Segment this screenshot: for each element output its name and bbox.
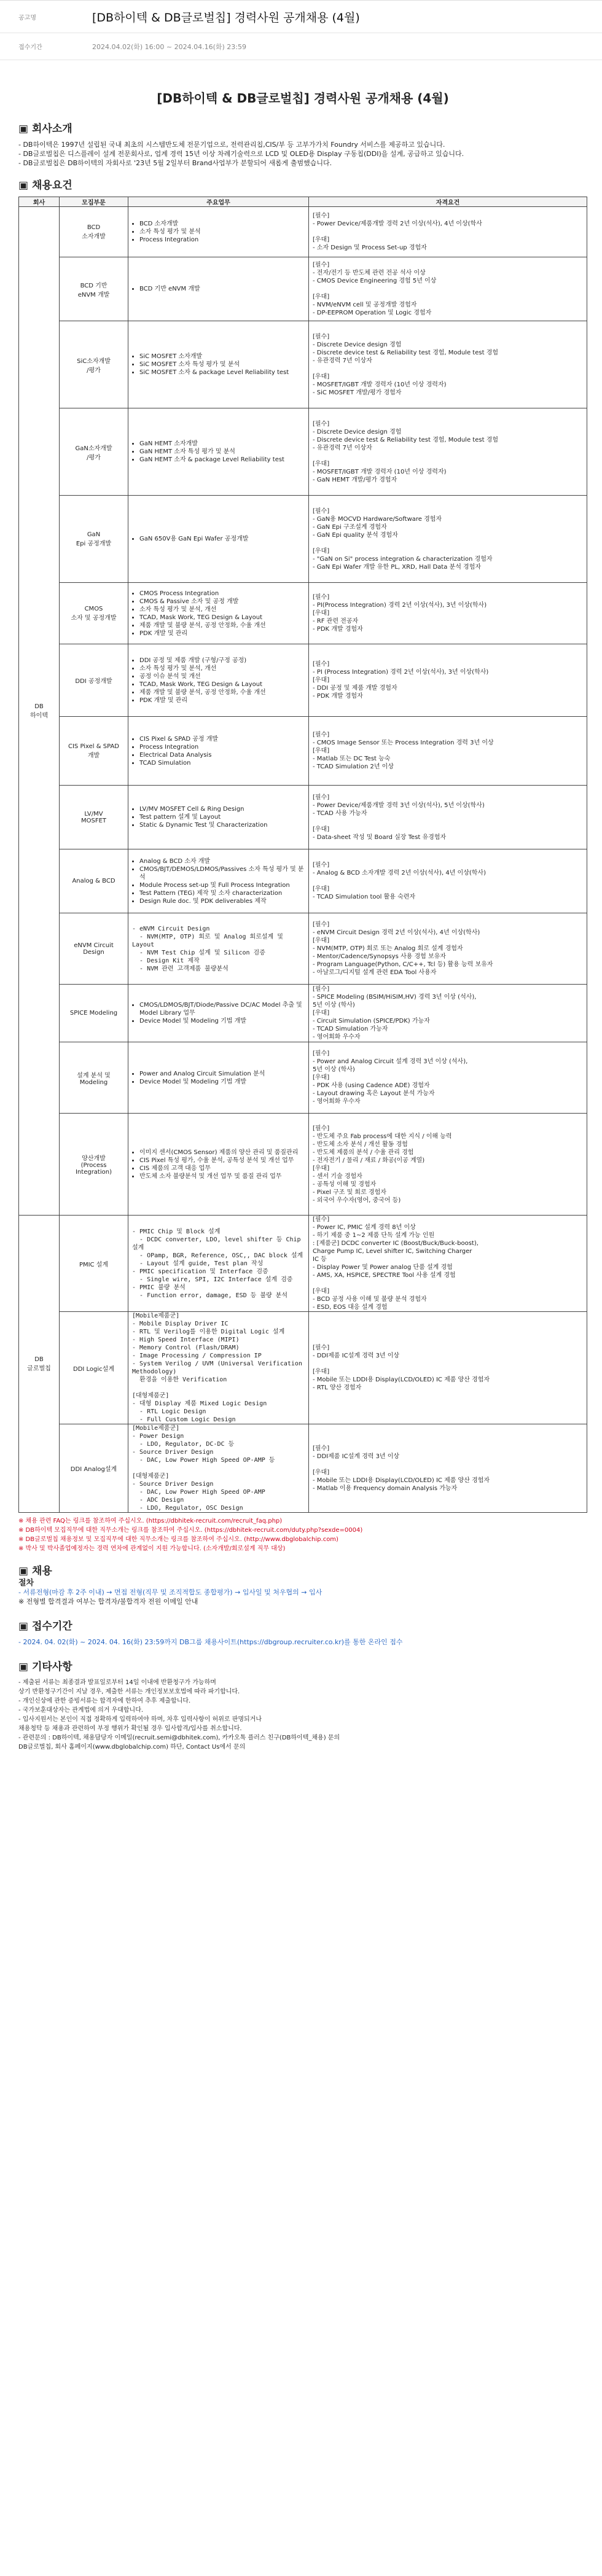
company-cell: DB 하이텍 [19, 207, 60, 1216]
requirement-line: [필수] [313, 333, 330, 340]
requirement-line: - TCAD Simulation 2년 이상 [313, 763, 394, 770]
requirement-line: - PI(Process Integration) 경력 2년 이상(석사), 3년 이상(학사) [313, 602, 487, 609]
requirement-line: - Program Language(Python, C/C++, Tcl 등) 활용 능력 보유자 [313, 961, 493, 968]
requirements-cell [309, 408, 587, 496]
table-row [19, 1216, 587, 1312]
requirement-line: [필수] [313, 862, 330, 868]
duties-list [132, 440, 305, 464]
duty-item: • GaN 650V용 GaN Epi Wafer 공정개발 [139, 535, 305, 543]
misc-line: - 개인신상에 관한 증빙서류는 합격자에 한하여 추후 제출합니다. [18, 1698, 191, 1704]
dept-cell: eNVM Circuit Design [60, 913, 128, 985]
requirements-cell [309, 583, 587, 644]
process-section [18, 1579, 587, 1606]
table-row [19, 1114, 587, 1216]
requirements-cell [309, 1114, 587, 1216]
duty-item: • Device Model 및 Modeling 기법 개발 [139, 1017, 305, 1025]
table-row [19, 985, 587, 1042]
notes [18, 1516, 587, 1553]
misc-line: - 제출된 서류는 최종결과 발표일로부터 14일 이내에 반환청구가 가능하며 [18, 1679, 216, 1686]
dept-cell: DDI Logic설계 [60, 1312, 128, 1424]
requirement-line [313, 365, 583, 373]
requirements-cell [309, 644, 587, 717]
requirement-line: - Circuit Simulation (SPICE/PDK) 가능자 [313, 1018, 430, 1025]
duty-item: • 소자 특성 평가 및 분석, 개선 [139, 665, 305, 673]
duties-list [132, 1070, 305, 1086]
requirement-line: - Mobile 또는 LDDI용 Display(LCD/OLED) IC 제품 양산 경험자 [313, 1376, 490, 1383]
requirement-line: - MOSFET/IGBT 개발 경력자 (10년 이상 경력자) [313, 381, 447, 388]
duty-item: • 공정 이슈 분석 및 개선 [139, 673, 305, 681]
requirement-line: - DDI제품 IC설계 경력 3년 이상 [313, 1352, 400, 1359]
company-cell: DB 글로벌칩 [19, 1216, 60, 1513]
duties-list [132, 590, 305, 638]
duties-cell [128, 786, 309, 849]
requirement-line: - 영어회화 우수자 [313, 1098, 361, 1105]
duty-item: • CMOS/BJT/DEMOS/LDMOS/Passives 소자 특성 평가 및 분석 [139, 865, 305, 881]
requirement-line: IC 등 [313, 1256, 327, 1263]
posting-body [0, 88, 602, 1752]
duties-cell [128, 985, 309, 1042]
title-row [0, 0, 602, 33]
duties-cell [128, 1114, 309, 1216]
duties-cell [128, 257, 309, 321]
requirement-line: [우대] [313, 747, 330, 754]
requirement-line: - 아날로그/디지털 설계 관련 EDA Tool 사용자 [313, 969, 437, 976]
requirement-line: [필수] [313, 1345, 330, 1351]
requirement-line: - 반도체 주요 Fab process에 대한 지식 / 이해 능력 [313, 1133, 452, 1140]
duties-cell [128, 321, 309, 408]
requirement-line: - Matlab 이용 Frequency domain Analysis 가능자 [313, 1485, 458, 1492]
requirement-line: - 공특성 이해 및 경험자 [313, 1181, 377, 1188]
requirement-line: - AMS, XA, HSPICE, SPECTRE Tool 사용 설계 경험 [313, 1272, 456, 1279]
intro-heading: ▣ 회사소개 [18, 123, 72, 135]
duty-item: • Process Integration [139, 743, 305, 751]
requirements-cell [309, 786, 587, 849]
dept-cell: SiC소자개발 /평가 [60, 321, 128, 408]
dept-cell: DDI Analog설계 [60, 1424, 128, 1513]
col-dept: 모집부문 [60, 197, 128, 207]
duties-cell [128, 644, 309, 717]
duties-list [132, 735, 305, 767]
requirements-table [18, 197, 587, 1513]
requirement-line: - 하기 제품 중 1~2 제품 단독 설계 가능 인원 [313, 1232, 435, 1239]
requirement-line: [필수] [313, 661, 330, 668]
requirement-line: - 영어회화 우수자 [313, 1034, 361, 1040]
dept-cell: PMIC 설계 [60, 1216, 128, 1312]
requirement-line: [필수] [313, 213, 330, 219]
requirement-line: [필수] [313, 262, 330, 268]
requirement-line: - SPICE Modeling (BSIM/HiSIM,HV) 경력 3년 이상 (석사), [313, 994, 477, 1001]
requirement-line: - 전자전기 / 물리 / 재료 / 화공(이공 계열) [313, 1157, 425, 1164]
requirements-cell [309, 257, 587, 321]
duty-item: • 소자 특성 평가 및 분석 [139, 228, 305, 236]
process-note: ※ 전형별 합격결과 여부는 합격자/불합격자 전원 이메일 안내 [18, 1598, 198, 1606]
duty-item: • Module Process set-up 및 Full Process Integration [139, 881, 305, 889]
requirements-cell [309, 1042, 587, 1114]
requirement-line [313, 877, 583, 885]
requirement-line: - GaN Epi quality 분석 경험자 [313, 531, 398, 539]
requirement-line: [필수] [313, 594, 330, 601]
dept-cell: Analog & BCD [60, 849, 128, 913]
misc-line: 상기 반환청구기간이 지날 경우, 제출한 서류는 개인정보보호법에 따라 파기합니다. [18, 1688, 240, 1695]
requirement-line: [필수] [313, 732, 330, 738]
requirement-line: - NVM(MTP, OTP) 회로 또는 Analog 회로 설계 경험자 [313, 945, 463, 952]
requirement-line: [우대] [313, 677, 330, 684]
duty-item: • DDI 공정 및 제품 개발 (구형/구정 공정) [139, 657, 305, 665]
requirement-line: [필수] [313, 1125, 330, 1132]
misc-line: DB글로벌칩, 회사 홈페이지(www.dbglobalchip.com) 하단, Contact Us에서 문의 [18, 1744, 246, 1751]
duties-list [132, 657, 305, 704]
requirement-line: [필수] [313, 420, 330, 427]
duties-list [132, 1001, 305, 1025]
period-row [0, 33, 602, 60]
dept-cell: CMOS 소자 및 공정개발 [60, 583, 128, 644]
requirement-line: [필수] [313, 1050, 330, 1057]
requirement-line: Charge Pump IC, Level shifter IC, Switching Charger [313, 1248, 472, 1255]
requirement-line: - Data-sheet 작성 및 Board 실장 Test 유경험자 [313, 833, 447, 841]
misc-section [18, 1678, 587, 1752]
note-line: ※ DB하이텍 모집직무에 대한 직무소개는 링크를 참조하여 주십시오. (https://dbhitek-recruit.com/duty.php?sexde=0004) [18, 1527, 363, 1534]
duty-item: • TCAD, Mask Work, TEG Design & Layout [139, 681, 305, 689]
requirement-line: - DP-EEPROM Operation 및 Logic 경험자 [313, 310, 432, 316]
duty-item: • SiC MOSFET 소자 & package Level Reliability test [139, 369, 305, 377]
requirements-cell [309, 1216, 587, 1312]
duty-item: • Analog & BCD 소자 개발 [139, 857, 305, 865]
requirement-line: - 센서 기술 경험자 [313, 1173, 362, 1180]
misc-heading: ▣ 기타사항 [18, 1661, 72, 1673]
col-requirements: 자격요건 [309, 197, 587, 207]
dept-cell: GaN Epi 공정개발 [60, 496, 128, 583]
requirement-line: - Mobile 또는 LDDI용 Display(LCD/OLED) IC 제품 양산 경험자 [313, 1477, 490, 1484]
duties-cell [128, 717, 309, 786]
requirement-line: - PI (Process Integration) 경력 2년 이상(석사), 3년 이상(학사) [313, 669, 489, 676]
table-row [19, 1424, 587, 1513]
requirement-line: [우대] [313, 886, 330, 892]
table-row [19, 583, 587, 644]
table-row [19, 207, 587, 257]
table-row [19, 786, 587, 849]
duty-item: • CIS Pixel 특성 평가, 수율 분석, 공특성 분석 및 개선 업무 [139, 1157, 305, 1165]
table-row [19, 1042, 587, 1114]
table-row [19, 321, 587, 408]
intro-line: - DB하이텍은 1997년 설립된 국내 최초의 시스템반도체 전문기업으로, 전력관리칩,CIS/부 등 고부가가치 Foundry 서비스를 제공하고 있습니다. [18, 141, 445, 149]
duty-item: • SiC MOSFET 소자 특성 평가 및 분석 [139, 361, 305, 369]
requirement-line: - 반도체 제품의 분석 / 수율 관리 경험 [313, 1149, 414, 1156]
duty-item: • BCD 소자개발 [139, 220, 305, 228]
duties-cell [128, 849, 309, 913]
requirement-line: - Power and Analog Circuit 설계 경력 3년 이상 (석사), [313, 1058, 468, 1065]
requirement-line: - 소자 Design 및 Process Set-up 경험자 [313, 244, 427, 251]
requirement-line: [우대] [313, 373, 330, 380]
process-subheading: 절차 [18, 1579, 34, 1588]
duty-item: • CIS 제품의 고객 대응 업무 [139, 1165, 305, 1173]
duties-cell [128, 1042, 309, 1114]
requirements-cell [309, 985, 587, 1042]
duty-item: • 제품 개발 및 불량 분석, 공정 안정화, 수율 개선 [139, 622, 305, 630]
process-heading: ▣ 채용 [18, 1565, 52, 1577]
duties-list [132, 353, 305, 377]
requirement-line: [우대] [313, 236, 330, 243]
table-row [19, 913, 587, 985]
requirements-cell [309, 1424, 587, 1513]
requirement-line: - Power Device/제품개발 경력 2년 이상(석사), 4년 이상(학사 [313, 221, 482, 227]
note-line: ※ 박사 및 박사졸업예정자는 경력 연차에 관계없이 지원 가능합니다. (소자개발/회로설계 직무 대상) [18, 1545, 286, 1552]
requirement-line: - ESD, EOS 대응 설계 경험 [313, 1304, 388, 1311]
duty-item: • Electrical Data Analysis [139, 751, 305, 759]
duties-cell [128, 583, 309, 644]
requirement-line: - eNVM Circuit Design 경력 2년 이상(석사), 4년 이상(학사) [313, 929, 480, 936]
requirement-line: : [제품군] DCDC converter IC (Boost/Buck/Buck-boost), [313, 1240, 479, 1247]
duties-list [132, 805, 305, 829]
dept-cell: GaN소자개발 /평가 [60, 408, 128, 496]
requirement-line: - TCAD Simulation tool 활용 숙련자 [313, 894, 416, 900]
duties-cell [128, 496, 309, 583]
note-line: ※ 채용 관련 FAQ는 링크를 참조하여 주십시오. (https://dbhitek-recruit.com/recruit_faq.php) [18, 1518, 283, 1524]
requirement-line: [필수] [313, 1216, 330, 1223]
requirement-line [313, 452, 583, 460]
requirement-line: - 유관경력 7년 이상자 [313, 357, 372, 364]
duty-item: • Test pattern 설계 및 Layout [139, 813, 305, 821]
misc-line: - 관련문의 : DB하이텍, 채용담당자 이메일(recruit.semi@dbhitek.com), 카카오톡 플러스 친구(DB하이텍_채용) 문의 [18, 1735, 340, 1741]
duties-cell [128, 1424, 309, 1513]
requirement-line [313, 818, 583, 825]
requirement-line: [우대] [313, 937, 330, 944]
dept-cell: DDI 공정개발 [60, 644, 128, 717]
requirement-line: - GaN용 MOCVD Hardware/Software 경험자 [313, 515, 442, 523]
requirement-line: - Discrete Device design 경험 [313, 341, 402, 348]
requirement-line [313, 1279, 583, 1287]
requirement-line: - Mentor/Cadence/Synopsys 사용 경험 보유자 [313, 953, 446, 960]
requirement-line: [우대] [313, 610, 330, 617]
requirement-line [313, 1360, 583, 1368]
duty-item: • BCD 기반 eNVM 개발 [139, 285, 305, 293]
requirement-line: - "GaN on Si" process integration & characterization 경험자 [313, 555, 493, 563]
table-row [19, 717, 587, 786]
requirement-line: [우대] [313, 1288, 330, 1295]
dept-cell: 양산개발 (Process Integration) [60, 1114, 128, 1216]
requirement-line: - Power Device/제품개발 경력 3년 이상(석사), 5년 이상(학사) [313, 802, 485, 809]
table-row [19, 257, 587, 321]
requirement-line: [필수] [313, 986, 330, 993]
duty-item: • GaN HEMT 소자 특성 평가 및 분석 [139, 448, 305, 456]
intro-line: - DB글로벌칩은 디스플레이 설계 전문회사로, 업계 경력 15년 이상 차례기술력으로 LCD 및 OLED용 Display 구동칩(DDI)을 설계, 공급하고 있습니다. [18, 150, 464, 158]
duties-list [132, 535, 305, 543]
duty-item: • LV/MV MOSFET Cell & Ring Design [139, 805, 305, 813]
requirements-cell [309, 717, 587, 786]
intro-text [18, 140, 587, 168]
requirement-line [313, 539, 583, 547]
duties-text: [Mobile제품군] - Mobile Display Driver IC - RTL 및 Verilog를 이용한 Digital Logic 설계 - High Speed Interface (MIPI) - Memory Control (Flash/DRAM) - Image Processing / Compression IP - System Verilog / UVM (Universal Verification Methodology) 환경을 이용한 Verification [대형제품군] - 대형 Display 제품 Mixed Logic Design - RTL Logic Design - Full Custom Logic Design [132, 1313, 302, 1423]
duty-item: • CMOS/LDMOS/BJT/Diode/Passive DC/AC Model 추출 및 Model Library 업무 [139, 1001, 305, 1017]
requirement-line [313, 228, 583, 236]
requirement-line: [필수] [313, 507, 330, 515]
requirement-line: 5년 이상 (학사) [313, 1066, 355, 1073]
misc-line: - 국가보훈대상자는 관계법에 의거 우대합니다. [18, 1707, 144, 1714]
duty-item: • PDK 개발 및 관리 [139, 630, 305, 638]
table-row [19, 408, 587, 496]
requirement-line: - CMOS Device Engineering 경험 5년 이상 [313, 278, 437, 284]
duties-list [132, 285, 305, 293]
col-duties: 주요업무 [128, 197, 309, 207]
table-row [19, 644, 587, 717]
requirement-line: - Discrete Device design 경험 [313, 428, 402, 435]
requirement-line: [우대] [313, 1074, 330, 1081]
requirement-line: - 유관경력 7년 이상자 [313, 444, 372, 451]
requirement-line: - DDI 공정 및 제품 개발 경험자 [313, 685, 397, 692]
duty-item: • GaN HEMT 소자 & package Level Reliability test [139, 456, 305, 464]
requirement-line: [우대] [313, 1010, 330, 1017]
duties-list [132, 857, 305, 905]
duty-item: • 소자 특성 평가 및 분석, 개선 [139, 606, 305, 614]
duties-cell [128, 1216, 309, 1312]
requirement-line: - BCD 공정 사용 이해 및 불량 분석 경험자 [313, 1296, 427, 1303]
requirement-line: [우대] [313, 547, 330, 555]
duty-item: • PDK 개발 및 관리 [139, 697, 305, 704]
requirement-line [313, 1461, 583, 1469]
posting-period: 2024.04.02(화) 16:00 ~ 2024.04.16(화) 23:59 [92, 42, 246, 51]
duties-text: - PMIC Chip 및 Block 설계 - DCDC converter, LDO, level shifter 등 Chip 설계 - OPamp, BGR, Reference, OSC,, DAC block 설계 - Layout 설계 guide, Test plan 작성 - PMIC specification 및 Interface 검증 - Single wire, SPI, I2C Interface 설계 검증 - PMIC 불량 분석 - Function error, damage, ESD 등 불량 분석 [132, 1228, 303, 1299]
duty-item: • CMOS & Passive 소자 및 공정 개발 [139, 598, 305, 606]
requirement-line: - 외국어 우수자(영어, 중국어 등) [313, 1196, 401, 1204]
duties-cell [128, 1312, 309, 1424]
duties-list [132, 1149, 305, 1181]
process-steps: - 서류전형(마감 후 2주 이내) → 면접 전형(직무 및 조직적합도 종합평가) → 입사일 및 처우협의 → 입사 [18, 1588, 322, 1596]
misc-line: 채용청탁 등 채용과 관련하여 부정 행위가 확인될 경우 입사합격/입사를 취소합니다. [18, 1725, 242, 1732]
duties-cell [128, 913, 309, 985]
table-row [19, 849, 587, 913]
requirement-line: [우대] [313, 460, 330, 467]
dept-cell: CIS Pixel & SPAD 개발 [60, 717, 128, 786]
requirement-line: - Pixel 구조 및 회로 경험자 [313, 1188, 386, 1196]
dept-cell: SPICE Modeling [60, 985, 128, 1042]
duties-cell [128, 207, 309, 257]
note-line: ※ DB글로벌칩 채용정보 및 모집직무에 대한 직무소개는 링크를 참조하여 주십시오. (http://www.dbglobalchip.com) [18, 1536, 338, 1543]
duties-list [132, 220, 305, 244]
requirements-cell [309, 849, 587, 913]
duty-item: • SiC MOSFET 소자개발 [139, 353, 305, 361]
requirement-line: - Power IC, PMIC 설계 경력 8년 이상 [313, 1224, 416, 1231]
requirements-cell [309, 207, 587, 257]
requirement-line: - Analog & BCD 소자개발 경력 2년 이상(석사), 4년 이상(학사) [313, 870, 487, 876]
intro-line: - DB글로벌칩은 DB하이텍의 자회사로 '23년 5월 2일부터 Brand사업부가 분할되어 새롭게 출범했습니다. [18, 159, 332, 167]
requirements-body [19, 207, 587, 1513]
requirement-line: [우대] [313, 1165, 330, 1172]
duty-item: • CIS Pixel & SPAD 공정 개발 [139, 735, 305, 743]
dept-cell: LV/MV MOSFET [60, 786, 128, 849]
requirement-line [313, 285, 583, 293]
requirement-line: - Display Power 및 Power analog 단품 설계 경험 [313, 1264, 453, 1271]
requirement-line: - SiC MOSFET 개발/평가 경험자 [313, 389, 402, 396]
duties-cell [128, 408, 309, 496]
requirement-line: - NVM/eNVM cell 및 공정개발 경험자 [313, 302, 417, 308]
requirements-heading: ▣ 채용요건 [18, 179, 72, 192]
requirement-line: - CMOS Image Sensor 또는 Process Integration 경력 3년 이상 [313, 740, 494, 746]
requirement-line: - TCAD Simulation 가능자 [313, 1026, 388, 1032]
table-row [19, 1312, 587, 1424]
duty-item: • 제품 개발 및 불량 분석, 공정 안정화, 수율 개선 [139, 689, 305, 697]
duty-item: • GaN HEMT 소자개발 [139, 440, 305, 448]
requirement-line: - Matlab 또는 DC Test 능숙 [313, 755, 391, 762]
requirement-line: - PDK 개발 경험자 [313, 693, 363, 700]
requirement-line: [우대] [313, 1469, 330, 1476]
requirement-line: - GaN HEMT 개발/평가 경험자 [313, 476, 397, 483]
misc-line: - 입사지원서는 본인이 직접 정확하게 입력하여야 하며, 차후 입력사항이 허위로 판명되거나 [18, 1716, 262, 1723]
duty-item: • Test Pattern (TEG) 제작 및 소자 characterization [139, 889, 305, 897]
duty-item: • 이미지 센서(CMOS Sensor) 제품의 양산 관리 및 품질관리 [139, 1149, 305, 1157]
requirement-line: - 반도체 소자 분석 / 개선 활동 경험 [313, 1141, 408, 1148]
apply-period: - 2024. 04. 02(화) ~ 2024. 04. 16(화) 23:59까지 DB그룹 채용사이트(https://dbgroup.recruiter.co.kr)를 통한 온라인 접수 [18, 1638, 403, 1646]
duty-item: • TCAD, Mask Work, TEG Design & Layout [139, 614, 305, 622]
duty-item: • Static & Dynamic Test 및 Characterization [139, 821, 305, 829]
requirement-line: - Layout drawing 혹은 Layout 분석 가능자 [313, 1090, 435, 1097]
table-row [19, 496, 587, 583]
requirement-line: [필수] [313, 794, 330, 801]
duties-text: [Mobile제품군] - Power Design - LDO, Regulator, DC-DC 등 - Source Driver Design - DAC, Low Power High Speed OP-AMP 등 [대형제품군] - Source Driver Design - DAC, Low Power High Speed OP-AMP - ADC Design - LDO, Regulator, OSC Design [132, 1425, 275, 1512]
requirement-line: - PDK 사용 (using Cadence ADE) 경험자 [313, 1082, 430, 1089]
title-label: 공고명 [18, 14, 36, 21]
duty-item: • Power and Analog Circuit Simulation 분석 [139, 1070, 305, 1078]
requirements-cell [309, 321, 587, 408]
dept-cell: BCD 기반 eNVM 개발 [60, 257, 128, 321]
duty-item: • Design Rule doc. 및 PDK deliverables 제작 [139, 897, 305, 905]
requirement-line: [우대] [313, 1368, 330, 1375]
requirement-line: - Discrete device test & Reliability test 경험, Module test 경험 [313, 349, 498, 356]
dept-cell: 설계 분석 및 Modeling [60, 1042, 128, 1114]
requirement-line: - DDI제품 IC설계 경력 3년 이상 [313, 1453, 400, 1460]
page-title: [DB하이텍 & DB글로벌칩] 경력사원 공개채용 (4월) [157, 91, 449, 106]
apply-heading: ▣ 접수기간 [18, 1620, 72, 1633]
requirements-cell [309, 1312, 587, 1424]
requirement-line: - RTL 양산 경험자 [313, 1384, 362, 1391]
requirement-line: 5년 이상 (학사) [313, 1002, 355, 1009]
posting-title: [DB하이텍 & DB글로벌칩] 경력사원 공개채용 (4월) [92, 10, 360, 25]
requirement-line: - RF 관련 전공자 [313, 618, 359, 625]
duty-item: • 반도체 소자 불량분석 및 개선 업무 및 품질 관리 업무 [139, 1173, 305, 1181]
requirement-line: - MOSFET/IGBT 개발 경력자 (10년 이상 경력자) [313, 468, 447, 475]
duty-item: • Process Integration [139, 236, 305, 244]
requirement-line: - GaN Epi 구조설계 경험자 [313, 523, 387, 531]
requirement-line: - PDK 개발 경험자 [313, 626, 363, 633]
duty-item: • TCAD Simulation [139, 759, 305, 767]
duty-item: • CMOS Process Integration [139, 590, 305, 598]
requirement-line: [필수] [313, 1445, 330, 1452]
dept-cell: BCD 소자개발 [60, 207, 128, 257]
requirements-cell [309, 496, 587, 583]
requirement-line: [필수] [313, 921, 330, 928]
header-section [0, 0, 602, 60]
requirement-line: [우대] [313, 825, 330, 833]
duty-item: • Device Model 및 Modeling 기법 개발 [139, 1078, 305, 1086]
duties-text: - eNVM Circuit Design - NVM(MTP, OTP) 회로 및 Analog 회로설계 및 Layout - NVM Test Chip 설계 및 Silicon 검증 - Design Kit 제작 - NVM 관련 고객제품 불량분석 [132, 925, 283, 972]
requirement-line: - 전자/전기 등 반도체 관련 전공 석사 이상 [313, 270, 426, 276]
requirement-line: - TCAD 사용 가능자 [313, 810, 367, 817]
col-company: 회사 [19, 197, 60, 207]
requirement-line: - Discrete device test & Reliability test 경험, Module test 경험 [313, 436, 498, 443]
requirement-line: [우대] [313, 294, 330, 300]
requirement-line: - GaN Epi Wafer 개발 유한 PL, XRD, Hall Data 분석 경험자 [313, 563, 482, 571]
period-label: 접수기간 [18, 44, 42, 51]
requirements-cell [309, 913, 587, 985]
